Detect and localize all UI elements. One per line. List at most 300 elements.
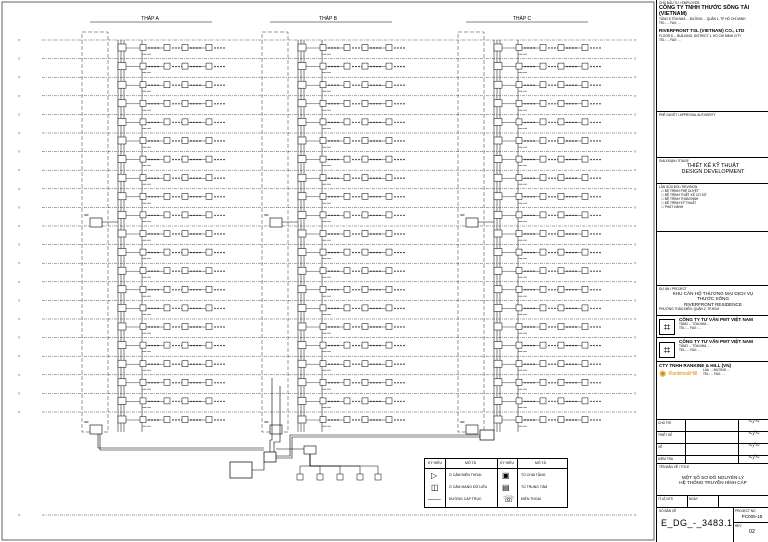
revision-item-1: ☐ ĐỆ TRÌNH PHÊ DUYỆT (661, 189, 699, 193)
data-outlet (140, 212, 146, 218)
outlet-dot (394, 401, 395, 402)
outlet-dot (223, 122, 224, 123)
data-outlet (164, 249, 170, 255)
splitter-box (304, 446, 316, 454)
data-outlet (558, 342, 564, 348)
data-outlet (182, 45, 188, 51)
sheet-title-2: HỆ THỐNG TRUYỀN HÌNH CÁP (679, 480, 747, 486)
outlet-dot (551, 382, 552, 383)
data-outlet (362, 156, 368, 162)
outlet-dot (220, 103, 221, 104)
outlet-caption: ▪▪▪▪▪ ▪▪▪▪ (142, 257, 151, 261)
data-outlet (558, 305, 564, 311)
outlet-caption: ▪▪▪▪▪ ▪▪▪▪ (322, 425, 331, 428)
data-outlet (516, 417, 522, 423)
outlet-caption: ▪▪▪▪▪ ▪▪▪▪ (142, 183, 151, 187)
outlet-dot (593, 85, 594, 86)
data-outlet (320, 82, 326, 88)
outlet-dot (172, 364, 173, 365)
data-outlet (362, 398, 368, 404)
legend-row2-a: Ổ CẮM MẠNG DỮ LIỆU (449, 485, 488, 489)
data-outlet (182, 156, 188, 162)
outlet-dot (352, 47, 353, 48)
output-device (337, 474, 343, 480)
data-outlet (344, 286, 350, 292)
outlet-dot (217, 196, 218, 197)
outlet-caption: ▪▪▪▪▪ ▪▪▪▪ (518, 332, 527, 335)
outlet-dot (178, 66, 179, 67)
outlet-dot (394, 289, 395, 290)
central-switch (264, 452, 276, 462)
outlet-dot (548, 233, 549, 234)
output-cable (310, 452, 340, 474)
data-outlet (344, 417, 350, 423)
data-outlet (582, 119, 588, 125)
outlet-caption: ▪▪▪▪▪ ▪▪▪▪ (518, 294, 527, 298)
backbone-cable (252, 462, 264, 470)
data-outlet (182, 231, 188, 237)
data-outlet (558, 193, 564, 199)
consultant-3-logo-text: Rankine&Hill (668, 371, 698, 378)
data-outlet (182, 398, 188, 404)
data-outlet (362, 417, 368, 423)
data-outlet (320, 342, 326, 348)
outlet-dot (178, 103, 179, 104)
consultant-1-block (657, 316, 768, 338)
outlet-dot (355, 271, 356, 272)
outlet-dot (403, 178, 404, 179)
outlet-dot (593, 47, 594, 48)
data-outlet (558, 82, 564, 88)
data-outlet (164, 379, 170, 385)
data-outlet (164, 175, 170, 181)
data-outlet (516, 156, 522, 162)
outlet-dot (551, 289, 552, 290)
outlet-caption: ▪▪▪▪▪ ▪▪▪▪ (142, 90, 151, 94)
data-outlet (344, 193, 350, 199)
outlet-dot (175, 271, 176, 272)
floor-cabinet (118, 81, 126, 88)
outlet-dot (397, 196, 398, 197)
data-outlet (140, 45, 146, 51)
data-outlet (516, 268, 522, 274)
data-outlet (344, 268, 350, 274)
data-outlet (386, 286, 392, 292)
outlet-dot (554, 326, 555, 327)
outlet-dot (548, 85, 549, 86)
floor-cabinet (298, 397, 306, 404)
data-outlet (582, 342, 588, 348)
outlet-caption: ▪▪▪▪▪ ▪▪▪▪ (322, 332, 331, 335)
outlet-dot (223, 196, 224, 197)
data-outlet (386, 138, 392, 144)
outlet-dot (217, 308, 218, 309)
outlet-dot (355, 401, 356, 402)
floor-level-mark: ▽ (634, 279, 637, 284)
outlet-dot (593, 308, 594, 309)
floor-cabinet (494, 230, 502, 237)
data-outlet (344, 398, 350, 404)
data-outlet (516, 212, 522, 218)
outlet-dot (223, 401, 224, 402)
outlet-caption: ▪▪▪▪▪ ▪▪▪▪ (518, 53, 527, 56)
outlet-dot (178, 401, 179, 402)
floor-level-mark: ▽ (634, 242, 637, 247)
data-outlet (582, 417, 588, 423)
outlet-dot (214, 215, 215, 216)
outlet-dot (172, 401, 173, 402)
data-outlet (362, 119, 368, 125)
data-outlet (182, 249, 188, 255)
outlet-dot (394, 345, 395, 346)
sign-role-1: CHỦ TRÌ (657, 420, 686, 431)
rack-label: IDF (460, 213, 465, 217)
project-block (657, 286, 768, 316)
data-outlet (182, 379, 188, 385)
outlet-dot (394, 215, 395, 216)
outlet-dot (596, 103, 597, 104)
floor-cabinet (118, 286, 126, 293)
outlet-dot (394, 233, 395, 234)
outlet-dot (178, 326, 179, 327)
outlet-dot (355, 233, 356, 234)
output-device (317, 474, 323, 480)
floor-level-mark: ▽ (18, 372, 21, 377)
outlet-dot (220, 233, 221, 234)
data-outlet (164, 45, 170, 51)
outlet-dot (223, 271, 224, 272)
data-outlet-icon: ◫ (431, 483, 439, 492)
outlet-dot (593, 345, 594, 346)
data-outlet (386, 193, 392, 199)
revision-item-2: ☐ ĐỆ TRÌNH THIẾT KẾ CƠ SỞ (661, 193, 707, 197)
riser-risers (82, 32, 601, 434)
data-outlet (582, 286, 588, 292)
data-outlet (386, 342, 392, 348)
outlet-dot (352, 326, 353, 327)
floor-level-mark: ▽ (18, 317, 21, 321)
outlet-dot (175, 401, 176, 402)
data-outlet (362, 342, 368, 348)
outlet-dot (551, 233, 552, 234)
outlet-dot (403, 66, 404, 67)
floor-cabinet (494, 81, 502, 88)
data-outlet (140, 82, 146, 88)
outlet-dot (220, 308, 221, 309)
outlet-dot (596, 364, 597, 365)
outlet-dot (400, 140, 401, 141)
legend-row3-a: ĐƯỜNG CÁP TRỤC (449, 497, 482, 501)
data-outlet (206, 398, 212, 404)
outlet-dot (548, 122, 549, 123)
data-outlet (344, 45, 350, 51)
data-outlet (164, 119, 170, 125)
floor-level-mark: ▽ (634, 372, 637, 377)
data-outlet (182, 119, 188, 125)
floor-level-mark: ▽ (634, 410, 637, 414)
outlet-dot (554, 364, 555, 365)
outlet-dot (175, 252, 176, 253)
data-outlet (206, 361, 212, 367)
data-outlet (320, 398, 326, 404)
outlet-caption: ▪▪▪▪▪ ▪▪▪▪ (322, 53, 331, 56)
data-outlet (362, 324, 368, 330)
floor-cabinet (494, 137, 502, 144)
rack-label: IDF (84, 420, 89, 424)
outlet-dot (220, 196, 221, 197)
outlet-dot (400, 289, 401, 290)
project-address: PHƯỜNG THẢO ĐIỀN, QUẬN 2, TP.HCM (659, 307, 720, 312)
outlet-dot (178, 308, 179, 309)
floor-level-mark: ▽ (18, 131, 21, 135)
floor-level-mark: ▽ (18, 335, 21, 340)
data-outlet (140, 398, 146, 404)
data-outlet (362, 63, 368, 69)
outlet-dot (590, 66, 591, 67)
outlet-dot (593, 103, 594, 104)
output-cable (310, 452, 360, 474)
outlet-dot (548, 159, 549, 160)
outlet-dot (217, 233, 218, 234)
rack-label: IDF (264, 420, 269, 424)
outlet-dot (593, 66, 594, 67)
outlet-dot (214, 66, 215, 67)
outlet-dot (352, 66, 353, 67)
rev-no: 02 (749, 529, 755, 536)
outlet-caption: ▪▪▪▪▪ ▪▪▪▪ (142, 127, 151, 131)
data-outlet (558, 398, 564, 404)
data-outlet (582, 156, 588, 162)
floor-level-mark: ▽ (18, 112, 21, 117)
outlet-dot (214, 47, 215, 48)
outlet-dot (358, 122, 359, 123)
signature-2: ~/~ (747, 430, 761, 437)
floor-cabinet (298, 342, 306, 349)
outlet-dot (220, 178, 221, 179)
floor-cabinet (494, 100, 502, 107)
floor-cabinet (494, 286, 502, 293)
floor-cabinet (298, 304, 306, 311)
outlet-dot (596, 196, 597, 197)
outlet-dot (358, 364, 359, 365)
outlet-dot (394, 252, 395, 253)
data-outlet (164, 361, 170, 367)
outlet-dot (355, 85, 356, 86)
data-outlet (540, 100, 546, 106)
legend-col1: KÝ HIỆU (428, 461, 443, 465)
floor-cabinet (298, 156, 306, 163)
outlet-dot (593, 140, 594, 141)
outlet-dot (175, 364, 176, 365)
legend-table (424, 458, 568, 508)
drawing-no-label: SỐ BẢN VẼ (659, 509, 677, 513)
data-outlet (516, 193, 522, 199)
outlet-dot (593, 364, 594, 365)
outlet-dot (358, 419, 359, 420)
outlet-caption: ▪▪▪▪▪ ▪▪▪▪ (518, 313, 527, 317)
outlet-dot (394, 326, 395, 327)
outlet-dot (548, 382, 549, 383)
data-outlet (206, 138, 212, 144)
revision-item-3: ☐ ĐỆ TRÌNH THẨM ĐỊNH (661, 197, 699, 201)
outlet-dot (214, 233, 215, 234)
data-outlet (140, 342, 146, 348)
outlet-dot (403, 382, 404, 383)
outlet-dot (400, 382, 401, 383)
outlet-dot (397, 271, 398, 272)
outlet-dot (599, 308, 600, 309)
outlet-dot (400, 364, 401, 365)
data-outlet (182, 286, 188, 292)
data-outlet (344, 342, 350, 348)
outlet-dot (358, 271, 359, 272)
outlet-caption: ▪▪▪▪▪ ▪▪▪▪ (322, 369, 331, 373)
outlet-dot (551, 308, 552, 309)
data-outlet (206, 268, 212, 274)
data-outlet (320, 119, 326, 125)
drawing-number-block (657, 508, 768, 542)
outlet-dot (178, 159, 179, 160)
data-outlet (540, 249, 546, 255)
data-outlet (582, 193, 588, 199)
outlet-dot (397, 308, 398, 309)
floor-cabinet (118, 379, 126, 386)
floor-level-mark: ▽ (634, 56, 637, 61)
outlet-dot (397, 252, 398, 253)
outlet-dot (403, 85, 404, 86)
data-outlet (206, 342, 212, 348)
floor-level-mark: ▽ (18, 149, 21, 154)
outlet-dot (400, 215, 401, 216)
outlet-dot (590, 215, 591, 216)
outlet-dot (548, 289, 549, 290)
floor-cabinet (298, 193, 306, 200)
data-outlet (320, 417, 326, 423)
outlet-dot (400, 233, 401, 234)
outlet-dot (217, 66, 218, 67)
outlet-dot (548, 47, 549, 48)
floor-level-mark: ▽ (18, 298, 21, 303)
data-outlet (362, 82, 368, 88)
floor-cabinet (118, 267, 126, 274)
outlet-dot (596, 178, 597, 179)
outlet-dot (554, 289, 555, 290)
outlet-dot (214, 364, 215, 365)
outlet-caption: ▪▪▪▪▪ ▪▪▪▪ (322, 183, 331, 187)
outlet-dot (175, 178, 176, 179)
data-outlet (362, 268, 368, 274)
outlet-caption: ▪▪▪▪▪ ▪▪▪▪ (322, 239, 331, 242)
outlet-dot (403, 196, 404, 197)
floor-cabinet (494, 267, 502, 274)
outlet-dot (548, 178, 549, 179)
data-outlet (558, 175, 564, 181)
data-outlet (540, 212, 546, 218)
floor-level-mark: ▽ (634, 354, 637, 359)
outlet-dot (352, 122, 353, 123)
data-outlet (182, 138, 188, 144)
backbone-cable (270, 378, 272, 452)
outlet-dot (352, 233, 353, 234)
data-outlet (362, 361, 368, 367)
data-outlet (516, 342, 522, 348)
data-outlet (540, 156, 546, 162)
outlet-dot (220, 382, 221, 383)
consultant-1-line-2: TEL: ... FAX: ... (679, 326, 701, 331)
legend-row1-a: Ổ CẮM ĐIỆN THOẠI (449, 473, 482, 477)
outlet-caption: ▪▪▪▪▪ ▪▪▪▪ (142, 313, 151, 317)
data-outlet (140, 249, 146, 255)
outlet-dot (554, 85, 555, 86)
outlet-dot (596, 401, 597, 402)
consultant-2-logo: ⌗ (659, 342, 675, 358)
outlet-dot (403, 271, 404, 272)
floor-cabinet (298, 323, 306, 330)
outlet-dot (394, 271, 395, 272)
data-outlet (140, 138, 146, 144)
floor-cabinet (494, 118, 502, 125)
outlet-dot (358, 382, 359, 383)
data-outlet (558, 324, 564, 330)
outlet-dot (548, 66, 549, 67)
outlet-dot (394, 419, 395, 420)
floor-level-mark: ▽ (18, 354, 21, 359)
outlet-dot (551, 271, 552, 272)
outlet-dot (178, 140, 179, 141)
rack-label: IDF (460, 420, 465, 424)
data-outlet (540, 82, 546, 88)
floor-cabinet (494, 193, 502, 200)
outlet-dot (397, 419, 398, 420)
outlet-dot (397, 215, 398, 216)
data-outlet (386, 175, 392, 181)
revision-item-text: PHÁT HÀNH (664, 205, 684, 209)
data-outlet (386, 231, 392, 237)
outlet-caption: ▪▪▪▪▪ ▪▪▪▪ (518, 183, 527, 187)
outlet-dot (223, 159, 224, 160)
floor-cabinet (298, 81, 306, 88)
outlet-dot (548, 103, 549, 104)
outlet-dot (178, 345, 179, 346)
outlet-dot (590, 308, 591, 309)
revision-label: LẦN SỬA ĐỔI / REVISION (659, 185, 698, 189)
legend-col3: KÝ HIỆU (500, 461, 515, 465)
floor-level-mark: ▽ (18, 168, 21, 173)
floor-cabinet (494, 156, 502, 163)
outlet-dot (355, 382, 356, 383)
outlet-dot (551, 252, 552, 253)
outlet-dot (397, 140, 398, 141)
outlet-dot (551, 140, 552, 141)
notes-block (657, 232, 768, 286)
outlet-dot (554, 178, 555, 179)
outlet-dot (590, 345, 591, 346)
outlet-dot (394, 47, 395, 48)
data-outlet (140, 268, 146, 274)
outlet-dot (214, 140, 215, 141)
data-outlet (164, 398, 170, 404)
outlet-dot (590, 47, 591, 48)
outlet-dot (596, 252, 597, 253)
outlet-dot (599, 419, 600, 420)
outlet-dot (400, 196, 401, 197)
outlet-dot (400, 252, 401, 253)
scale-label: TỈ LỆ (658, 497, 666, 501)
stage-block (657, 158, 768, 184)
outlet-dot (175, 66, 176, 67)
floor-level-mark: ▽ (634, 168, 637, 173)
outlet-dot (178, 178, 179, 179)
